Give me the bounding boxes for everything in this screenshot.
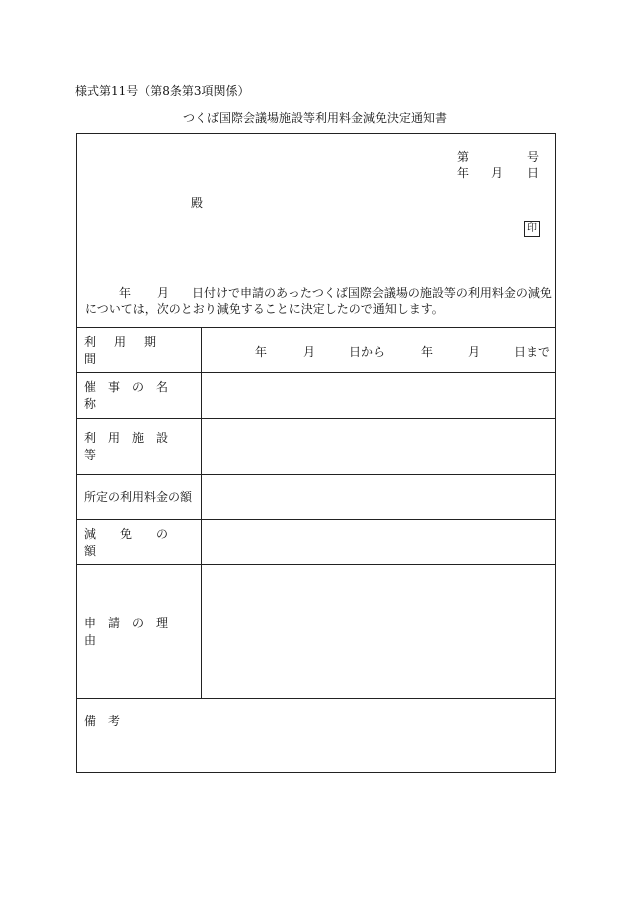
column-divider	[201, 327, 202, 698]
number-prefix: 第	[457, 150, 470, 164]
event-name-label: 催事の名称	[84, 380, 181, 411]
remarks-label: 備考	[84, 714, 133, 728]
number-suffix: 号	[527, 150, 540, 164]
form-table	[76, 133, 556, 773]
date-day: 日	[527, 166, 540, 180]
reason-label: 申請の理由	[84, 616, 181, 647]
period-from-month: 月	[303, 345, 316, 359]
period-from-year: 年	[255, 345, 268, 359]
date-year: 年	[457, 166, 470, 180]
document-title: つくば国際会議場施設等利用料金減免決定通知書	[182, 111, 447, 125]
date-month: 月	[491, 166, 504, 180]
period-to-month: 月	[468, 345, 481, 359]
period-to-year: 年	[421, 345, 434, 359]
period-label: 利用期間	[84, 334, 175, 366]
period-from-day: 日から	[349, 345, 386, 359]
period-to-day: 日まで	[514, 345, 551, 359]
notice-line1: 日付けで申請のあったつくば国際会議場の施設等の利用料金の減免	[192, 286, 552, 300]
fee-label: 所定の利用料金の額	[84, 490, 193, 504]
divider	[77, 698, 555, 699]
reduction-label: 減免の額	[84, 526, 193, 558]
notice-line2: については，次のとおり減免することに決定したので通知します。	[85, 302, 444, 316]
addressee-suffix: 殿	[191, 196, 204, 210]
notice-year: 年	[119, 286, 132, 300]
form-number-label: 様式第11号（第8条第3項関係）	[75, 84, 250, 98]
facility-label: 利用施設等	[84, 431, 181, 462]
notice-month: 月	[157, 286, 170, 300]
seal-mark: 印	[524, 221, 540, 237]
